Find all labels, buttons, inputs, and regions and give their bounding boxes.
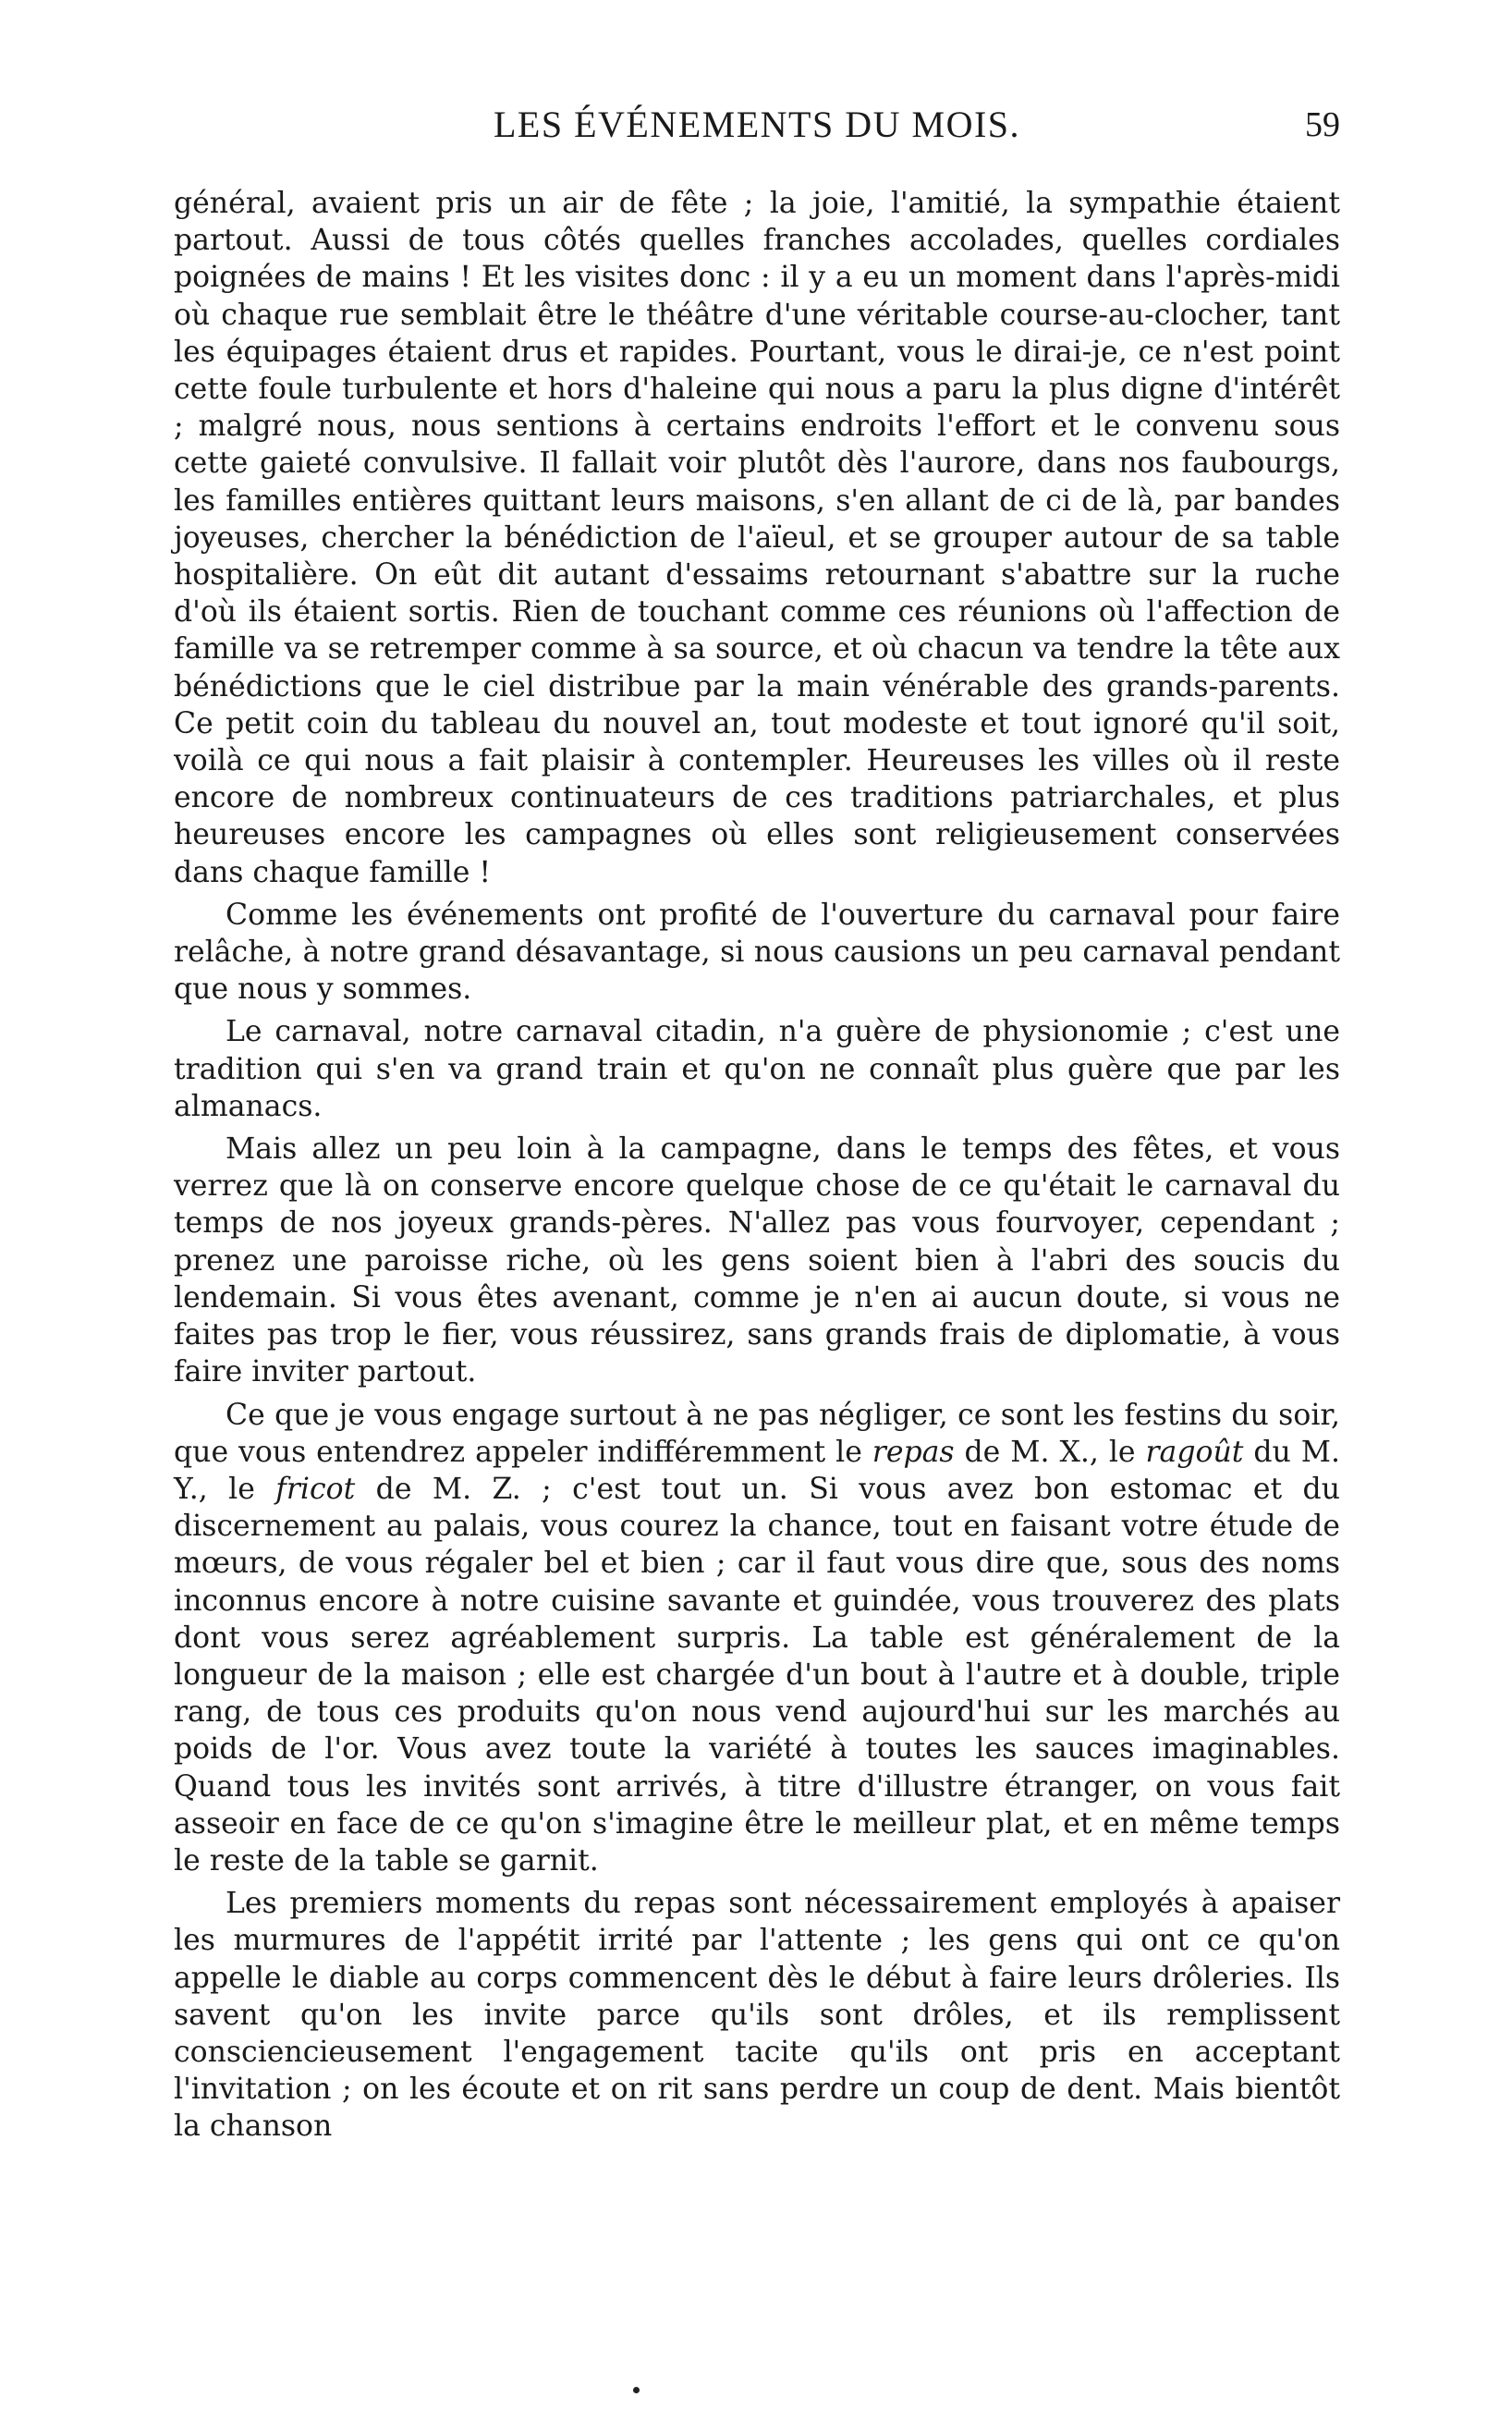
paragraph-5-text-b: de M. X., le [954, 1435, 1146, 1469]
italic-fricot: fricot [275, 1472, 356, 1506]
paragraph-2: Comme les événements ont profité de l'ouverture du carnaval pour faire relâche, à notre grand désavantage, si nous causions un peu carnaval pendant que nous y sommes. [174, 898, 1340, 1007]
ink-speck [633, 2387, 640, 2393]
paragraph-1: général, avaient pris un air de fête ; la joie, l'amitié, la sympathie étaient partout. Aussi de tous côtés quelles franches accolades, quelles cordiales poignées de mains ! Et les visites donc : il y a eu un moment dans l'après-midi où chaque rue semblait être le théâtre d'une véritable course-au-clocher, tant les équipages étaient drus et rapides. Pourtant, vous le dirai-je, ce n'est point cette foule turbulente et hors d'haleine qui nous a paru la plus digne d'intérêt ; malgré nous, nous sentions à certains endroits l'effort et le convenu sous cette gaieté convulsive. Il fallait voir plutôt dès l'aurore, dans nos faubourgs, les familles entières quittant leurs maisons, s'en allant de ci de là, par bandes joyeuses, chercher la bénédiction de l'aïeul, et se grouper autour de sa table hospitalière. On eût dit autant d'essaims retournant s'abattre sur la ruche d'où ils étaient sortis. Rien de touchant comme ces réunions où l'affection de famille va se retremper comme à sa source, et où chacun va tendre la tête aux bénédictions que le ciel distribue par la main vénérable des grands-parents. Ce petit coin du tableau du nouvel an, tout modeste et tout ignoré qu'il soit, voilà ce qui nous a fait plaisir à contempler. Heureuses les villes où il reste encore de nombreux continuateurs de ces traditions patriarchales, et plus heureuses encore les campagnes où elles sont religieusement conservées dans chaque famille ! [174, 187, 1340, 889]
paragraph-3: Le carnaval, notre carnaval citadin, n'a guère de physionomie ; c'est une tradition qui s'en va grand train et qu'on ne connaît plus guère que par les almanacs. [174, 1015, 1340, 1123]
running-title: LES ÉVÉNEMENTS DU MOIS. [493, 104, 1021, 145]
paragraph-5-text-d: de M. Z. ; c'est tout un. Si vous avez bon estomac et du discernement au palais, vous courez la chance, tout en faisant votre étude de mœurs, de vous régaler bel et bien ; car il faut vous dire que, sous des noms inconnus encore à notre cuisine savante et guindée, vous trouverez des plats dont vous serez agréablement surpris. La table est généralement de la longueur de la maison ; elle est chargée d'un bout à l'autre et à double, triple rang, de tous ces produits qu'on nous vend aujourd'hui sur les marchés au poids de l'or. Vous avez toute la variété à toutes les sauces imaginables. Quand tous les invités sont arrivés, à titre d'illustre étranger, on vous fait asseoir en face de ce qu'on s'imagine être le meilleur plat, et en même temps le reste de la table se garnit. [174, 1472, 1340, 1878]
page-number: 59 [1305, 105, 1340, 144]
running-header [174, 102, 1340, 148]
paragraph-5-text-a: Ce que je vous engage surtout à ne pas négliger, ce sont les festins du soir, que vous entendrez appeler indifféremment le [174, 1398, 1340, 1469]
italic-ragout: ragoût [1145, 1435, 1244, 1469]
italic-repas: repas [872, 1435, 955, 1469]
body-text [174, 185, 1340, 2151]
paragraph-5-text-c: du M. Y., le [174, 1435, 1340, 1506]
paragraph-6: Les premiers moments du repas sont nécessairement employés à apaiser les murmures de l'appétit irrité par l'attente ; les gens qui ont ce qu'on appelle le diable au corps commencent dès le début à faire leurs drôleries. Ils savent qu'on les invite parce qu'ils sont drôles, et ils remplissent consciencieusement l'engagement tacite qu'ils ont pris en acceptant l'invitation ; on les écoute et on rit sans perdre un coup de dent. Mais bientôt la chanson [174, 1887, 1340, 2144]
paragraph-4: Mais allez un peu loin à la campagne, dans le temps des fêtes, et vous verrez que là on conserve encore quelque chose de ce qu'était le carnaval du temps de nos joyeux grands-pères. N'allez pas vous fourvoyer, cependant ; prenez une paroisse riche, où les gens soient bien à l'abri des soucis du lendemain. Si vous êtes avenant, comme je n'en ai aucun doute, si vous ne faites pas trop le fier, vous réussirez, sans grands frais de diplomatie, à vous faire inviter partout. [174, 1132, 1340, 1389]
paragraph-5 [174, 1397, 1340, 1880]
